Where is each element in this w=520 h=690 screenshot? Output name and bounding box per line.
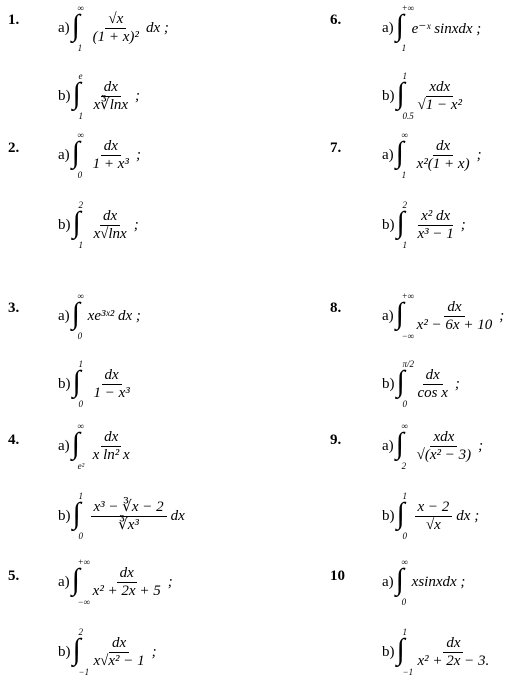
integral-sign-icon	[72, 627, 90, 677]
lower-limit: 0	[78, 531, 83, 541]
fraction	[415, 367, 451, 402]
problem-part-b	[58, 200, 139, 250]
integral-sign-icon	[395, 130, 410, 180]
integrand-tail: dx ;	[456, 507, 480, 524]
item-label: b)	[58, 216, 71, 233]
integral-glyph: ∫	[395, 427, 404, 460]
integral-glyph: ∫	[72, 633, 81, 666]
denominator: ∛x³	[118, 516, 139, 533]
integrand-tail: ;	[135, 87, 141, 104]
integrand: xsinxdx ;	[411, 573, 466, 590]
integral-glyph: ∫	[396, 497, 405, 530]
integrand-tail: ;	[454, 375, 460, 392]
lower-limit: −1	[78, 667, 90, 677]
item-label: b)	[58, 87, 71, 104]
integral-glyph: ∫	[396, 206, 405, 239]
integral-sign-icon	[396, 71, 414, 121]
upper-limit: ∞	[401, 557, 409, 567]
integrand-tail: ;	[151, 643, 157, 660]
fraction	[414, 299, 496, 334]
item-label: a)	[382, 437, 394, 454]
upper-limit: +∞	[401, 3, 415, 13]
upper-limit: 1	[78, 359, 83, 369]
upper-limit: e	[78, 71, 83, 81]
integral-glyph: ∫	[395, 136, 404, 169]
lower-limit: 0	[78, 399, 83, 409]
numerator: xdx	[430, 429, 457, 447]
integral-glyph: ∫	[71, 136, 80, 169]
upper-limit: 2	[78, 200, 83, 210]
integrand-tail: ;	[167, 573, 173, 590]
problem-part-b	[382, 491, 480, 541]
problem-part-b	[382, 71, 467, 121]
problem-part-a	[58, 557, 173, 607]
item-label: a)	[382, 573, 394, 590]
integral-glyph: ∫	[72, 365, 81, 398]
numerator: dx	[100, 208, 120, 226]
lower-limit: 1	[77, 43, 83, 53]
lower-limit: e²	[77, 461, 85, 471]
integral-glyph: ∫	[395, 563, 404, 596]
denominator: x³ − 1	[417, 225, 454, 242]
upper-limit: +∞	[401, 291, 415, 301]
upper-limit: 2	[78, 627, 83, 637]
upper-limit: ∞	[77, 130, 85, 140]
denominator: x√x² − 1	[93, 652, 145, 669]
integral-glyph: ∫	[396, 77, 405, 110]
numerator: dx	[109, 635, 129, 653]
integrand-tail: ;	[476, 146, 482, 163]
upper-limit: 1	[402, 71, 407, 81]
integral-sign-icon	[71, 3, 86, 53]
fraction	[91, 499, 167, 534]
problem-part-b	[382, 200, 466, 250]
problem-part-a	[382, 130, 482, 180]
integral-sign-icon	[395, 3, 415, 53]
problem-part-a	[58, 3, 169, 53]
integrand-tail: ;	[499, 307, 505, 324]
integrand-tail: dx	[170, 507, 185, 524]
lower-limit: 1	[401, 43, 407, 53]
problem-part-a	[382, 291, 505, 341]
denominator: √(x² − 3)	[416, 446, 472, 463]
item-label: a)	[58, 307, 70, 324]
item-label: b)	[58, 643, 71, 660]
upper-limit: +∞	[77, 557, 91, 567]
problem-number: 7.	[330, 140, 342, 156]
integral-glyph: ∫	[72, 206, 81, 239]
problem-number: 1.	[8, 12, 20, 28]
problem-part-a	[58, 291, 141, 341]
lower-limit: 2	[401, 461, 407, 471]
upper-limit: π/2	[402, 359, 415, 369]
lower-limit: 0	[77, 331, 83, 341]
integral-sign-icon	[396, 491, 411, 541]
problem-number: 4.	[8, 432, 20, 448]
problem-number: 5.	[8, 568, 20, 584]
lower-limit: −∞	[401, 331, 415, 341]
integral-glyph: ∫	[395, 9, 404, 42]
fraction	[90, 11, 142, 46]
problem-number: 2.	[8, 140, 20, 156]
numerator: x³ − ∛x − 2	[91, 499, 167, 517]
integral-sign-icon	[71, 557, 91, 607]
denominator: x² − 6x + 10	[416, 316, 493, 333]
lower-limit: 0	[77, 170, 83, 180]
fraction	[415, 208, 457, 243]
integral-sign-icon	[396, 627, 414, 677]
problem-part-a	[382, 557, 466, 607]
problem-part-b	[58, 491, 185, 541]
integrand-tail: ;	[135, 146, 141, 163]
integral-sign-icon	[72, 71, 87, 121]
fraction	[90, 138, 132, 173]
integral-glyph: ∫	[71, 9, 80, 42]
integral-sign-icon	[71, 421, 86, 471]
item-label: b)	[58, 375, 71, 392]
integral-glyph: ∫	[395, 297, 404, 330]
item-label: a)	[58, 146, 70, 163]
lower-limit: 0	[402, 531, 407, 541]
problem-number: 3.	[8, 300, 20, 316]
item-label: a)	[58, 19, 70, 36]
integrand-tail: ;	[478, 437, 484, 454]
lower-limit: −1	[402, 667, 414, 677]
lower-limit: 1	[78, 111, 83, 121]
item-label: a)	[58, 437, 70, 454]
integral-glyph: ∫	[72, 497, 81, 530]
upper-limit: 1	[402, 491, 407, 501]
numerator: dx	[433, 138, 453, 156]
fraction	[90, 565, 164, 600]
denominator: cos x	[417, 384, 448, 401]
upper-limit: 2	[402, 200, 407, 210]
fraction	[91, 367, 133, 402]
integral-sign-icon	[396, 359, 415, 409]
denominator: x√lnx	[93, 225, 127, 242]
integral-sign-icon	[72, 359, 87, 409]
item-label: b)	[382, 643, 395, 660]
integral-sign-icon	[71, 291, 86, 341]
upper-limit: ∞	[77, 421, 85, 431]
lower-limit: 1	[402, 240, 407, 250]
upper-limit: 1	[402, 627, 407, 637]
problem-part-b	[382, 359, 460, 409]
problem-number: 8.	[330, 300, 342, 316]
fraction	[91, 79, 132, 114]
integral-sign-icon	[72, 200, 87, 250]
item-label: b)	[382, 216, 395, 233]
denominator: 1 + x³	[92, 155, 129, 172]
integral-sign-icon	[71, 130, 86, 180]
numerator: dx	[117, 565, 137, 583]
lower-limit: 0.5	[402, 111, 414, 121]
lower-limit: −∞	[77, 597, 91, 607]
problem-number: 9.	[330, 432, 342, 448]
item-label: b)	[58, 507, 71, 524]
integral-sign-icon	[395, 291, 415, 341]
denominator: x²(1 + x)	[416, 155, 470, 172]
numerator: dx	[423, 367, 443, 385]
item-label: a)	[382, 146, 394, 163]
denominator: 1 − x³	[93, 384, 130, 401]
integrand-tail: ;	[460, 216, 466, 233]
integral-glyph: ∫	[72, 77, 81, 110]
denominator: x² + 2x − 3.	[417, 652, 490, 669]
problem-part-b	[58, 71, 141, 121]
fraction	[415, 499, 453, 534]
integrand: xe³ˣ² dx ;	[87, 307, 141, 324]
upper-limit: ∞	[401, 421, 409, 431]
numerator: dx	[443, 635, 463, 653]
item-label: a)	[382, 307, 394, 324]
problem-part-b	[58, 359, 135, 409]
integral-glyph: ∫	[396, 365, 405, 398]
integrand-tail: ;	[133, 216, 139, 233]
numerator: √x	[105, 11, 126, 29]
integral-glyph: ∫	[396, 633, 405, 666]
upper-limit: ∞	[401, 130, 409, 140]
numerator: dx	[101, 79, 121, 97]
denominator: √1 − x²	[417, 96, 463, 113]
numerator: dx	[102, 367, 122, 385]
integral-sign-icon	[395, 421, 410, 471]
fraction	[91, 635, 148, 670]
numerator: dx	[101, 429, 121, 447]
numerator: x − 2	[415, 499, 453, 517]
denominator: x∛lnx	[93, 96, 129, 113]
problem-part-a	[382, 3, 482, 53]
numerator: dx	[444, 299, 464, 317]
upper-limit: 1	[78, 491, 83, 501]
problem-part-a	[58, 130, 141, 180]
integral-glyph: ∫	[71, 297, 80, 330]
integral-sign-icon	[396, 200, 411, 250]
denominator: x ln² x	[92, 446, 130, 463]
lower-limit: 1	[401, 170, 407, 180]
fraction	[90, 429, 133, 464]
numerator: dx	[101, 138, 121, 156]
item-label: b)	[382, 375, 395, 392]
numerator: xdx	[426, 79, 453, 97]
integrand-tail: dx ;	[145, 19, 169, 36]
item-label: b)	[382, 507, 395, 524]
denominator: (1 + x)²	[92, 28, 139, 45]
problem-number: 10	[330, 568, 345, 584]
problem-part-a	[382, 421, 484, 471]
fraction	[414, 138, 473, 173]
fraction	[415, 79, 466, 114]
fraction	[91, 208, 130, 243]
item-label: b)	[382, 87, 395, 104]
problem-part-b	[382, 627, 494, 677]
upper-limit: ∞	[77, 3, 85, 13]
numerator: x² dx	[418, 208, 453, 226]
integral-sign-icon	[72, 491, 87, 541]
integral-sign-icon	[395, 557, 410, 607]
fraction	[414, 429, 475, 464]
upper-limit: ∞	[77, 291, 85, 301]
denominator: √x	[425, 516, 441, 533]
lower-limit: 0	[402, 399, 407, 409]
item-label: a)	[58, 573, 70, 590]
problem-part-b	[58, 627, 157, 677]
problem-part-a	[58, 421, 135, 471]
fraction	[415, 635, 493, 670]
lower-limit: 0	[401, 597, 407, 607]
integral-glyph: ∫	[71, 563, 80, 596]
item-label: a)	[382, 19, 394, 36]
integral-glyph: ∫	[71, 427, 80, 460]
problem-number: 6.	[330, 12, 342, 28]
denominator: x² + 2x + 5	[92, 582, 161, 599]
lower-limit: 1	[78, 240, 83, 250]
integrand: e⁻ˣ sinxdx ;	[411, 20, 482, 37]
